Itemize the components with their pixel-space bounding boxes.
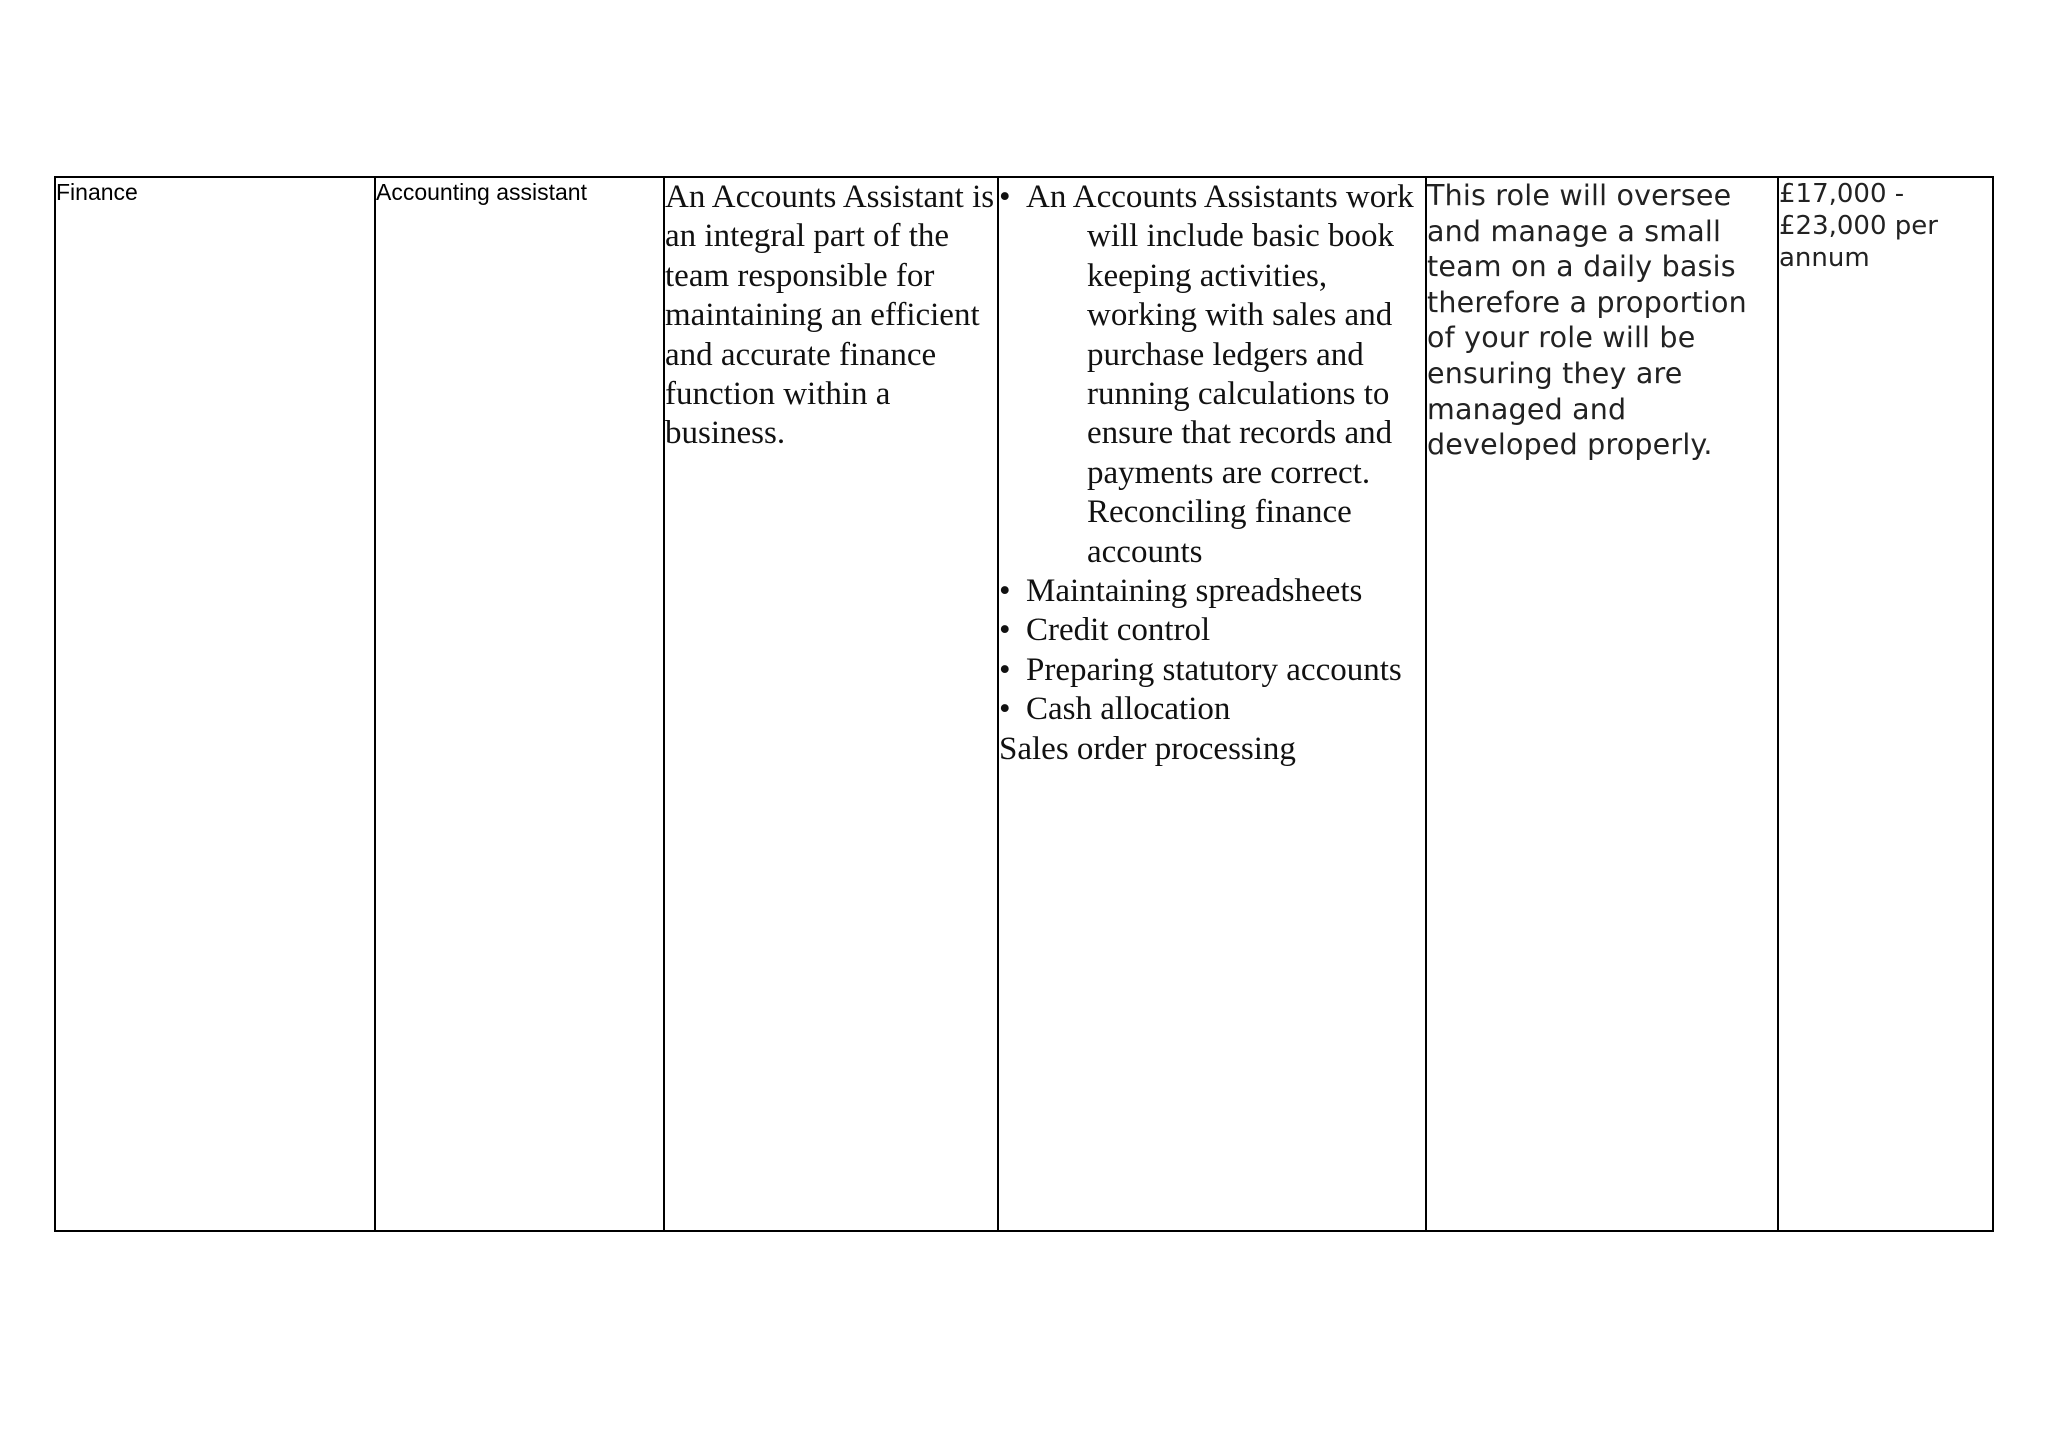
duty-text: Credit control [1026,612,1211,649]
duty-text: Preparing statutory accounts [1026,651,1402,688]
summary-cell [664,177,998,1231]
duty-extra-text: Reconciling finance accounts [1087,494,1352,570]
bullet-icon: • [999,612,1011,649]
department-text: Finance [56,179,138,205]
salary-cell [1778,177,1993,1231]
management-cell [1426,177,1778,1231]
duty-text: Maintaining spreadsheets [1026,573,1363,610]
bullet-icon: • [999,573,1011,610]
summary-text: An Accounts Assistant is an integral part of the team responsible for maintaining an efficient and accurate finance function within a business. [665,179,995,452]
list-item [999,651,1425,690]
duty-text: Cash allocation [1026,691,1231,728]
department-cell [55,177,375,1231]
list-item [999,690,1425,729]
job-description-table [54,176,1994,1232]
management-text: This role will oversee and manage a small team on a daily basis therefore a proportion of your role will be ensuring they are managed and developed properly. [1427,179,1747,462]
list-item [999,611,1425,650]
duty-text: An Accounts Assistants work will include basic book keeping activities, working with sales and purchase ledgers and running calculations to ensure that records and payments are correct. [1026,179,1414,491]
list-item [999,572,1425,611]
duties-cell [998,177,1426,1231]
list-item [999,178,1425,572]
duties-list [999,178,1425,730]
table-row [55,177,1993,1231]
bullet-icon: • [999,691,1011,728]
duties-trailing-text: Sales order processing [999,730,1296,767]
job-title-cell [375,177,664,1231]
bullet-icon: • [999,179,1011,215]
job-title-text: Accounting assistant [376,179,587,205]
salary-text: £17,000 - £23,000 per annum [1779,179,1938,273]
bullet-icon: • [999,651,1011,688]
